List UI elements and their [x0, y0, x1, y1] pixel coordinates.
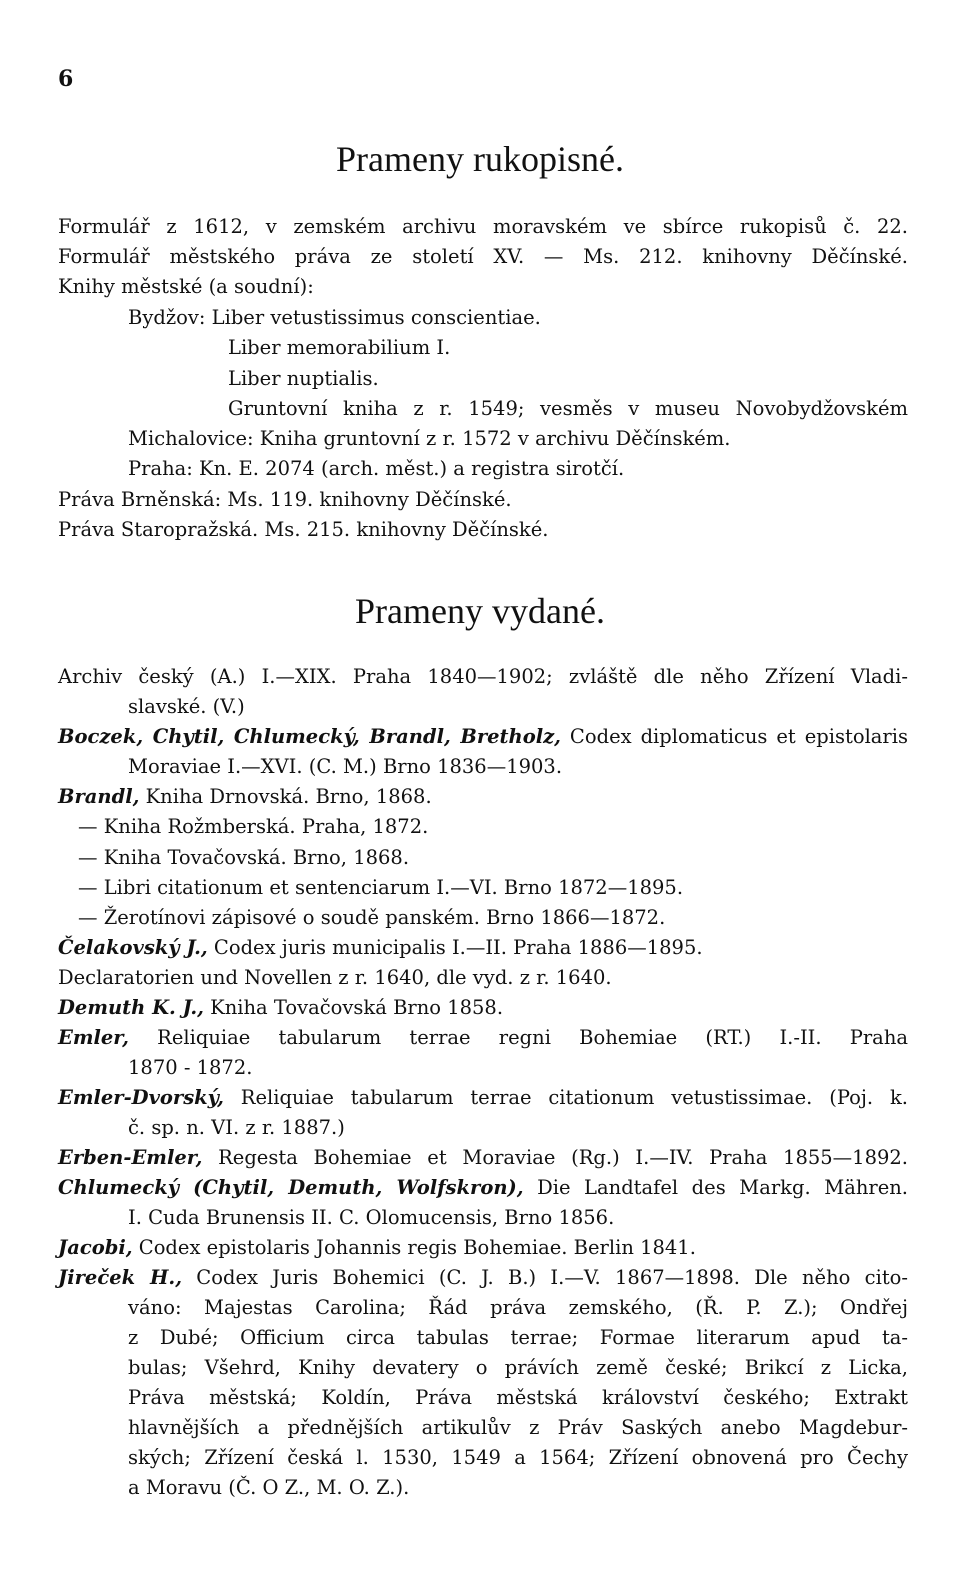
bib-author: Boczek, Chytil, Chlumecký, Brandl, Bretholz, — [58, 725, 561, 748]
bib-entry-jirecek-cont: bulas; Všehrd, Knihy devatery o právích země české; Brikcí z Licka, — [128, 1356, 908, 1379]
manuscript-line: Liber nuptialis. — [228, 367, 379, 390]
bib-entry-emler-dvorsky — [58, 1083, 908, 1112]
bib-entry-brandl — [58, 782, 908, 811]
bib-author: Čelakovský J., — [58, 936, 208, 959]
manuscript-line: Formulář z 1612, v zemském archivu moravském ve sbírce rukopisů č. 22. — [58, 215, 908, 238]
bib-entry-jacobi — [58, 1233, 908, 1262]
bib-entry-emler-dvorsky-cont: č. sp. n. VI. z r. 1887.) — [128, 1116, 345, 1139]
bib-entry-dash: — Libri citationum et sentenciarum I.—VI. Brno 1872—1895. — [78, 876, 684, 899]
bib-author: Brandl, — [58, 785, 140, 808]
bib-entry-jirecek-cont: váno: Majestas Carolina; Řád práva zemského, (Ř. P. Z.); Ondřej — [128, 1296, 908, 1319]
bib-entry-jirecek — [58, 1263, 908, 1292]
bib-entry-celakovsky — [58, 933, 908, 962]
bib-entry-chlumecky-cont: I. Cuda Brunensis II. C. Olomucensis, Brno 1856. — [128, 1206, 615, 1229]
bib-title: Codex Juris Bohemici (C. J. B.) I.—V. 1867—1898. Dle něho cito- — [182, 1266, 908, 1289]
bib-author: Jacobi, — [58, 1236, 133, 1259]
bib-entry-boczek-cont: Moraviae I.—XVI. (C. M.) Brno 1836—1903. — [128, 755, 563, 778]
manuscript-line: Práva Staropražská. Ms. 215. knihovny Děčínské. — [58, 518, 549, 541]
bib-entry-chlumecky — [58, 1173, 908, 1202]
bib-title: Kniha Tovačovská Brno 1858. — [203, 996, 504, 1019]
bib-author: Emler, — [58, 1026, 129, 1049]
section-title-manuscripts: Prameny rukopisné. — [336, 139, 624, 179]
bib-title: Die Landtafel des Markg. Mähren. — [523, 1176, 909, 1199]
bib-entry-erben-emler — [58, 1143, 908, 1172]
bib-title: Codex epistolaris Johannis regis Bohemiae. Berlin 1841. — [132, 1236, 696, 1259]
bib-entry-jirecek-cont: hlavnějších a přednějších artikulův z Práv Saských anebo Magdebur- — [128, 1416, 908, 1439]
bib-title: Codex diplomaticus et epistolaris — [560, 725, 908, 748]
bib-entry-dash: — Kniha Tovačovská. Brno, 1868. — [78, 846, 410, 869]
bib-entry-emler-cont: 1870 - 1872. — [128, 1056, 253, 1079]
bib-entry-archiv-cont: slavské. (V.) — [128, 695, 245, 718]
bib-entry-jirecek-cont: Práva městská; Koldín, Práva městská království českého; Extrakt — [128, 1386, 908, 1409]
section-title-published: Prameny vydané. — [355, 591, 605, 631]
manuscript-line: Michalovice: Kniha gruntovní z r. 1572 v archivu Děčínském. — [128, 427, 731, 450]
bib-author: Emler-Dvorský, — [58, 1086, 224, 1109]
manuscript-line: Formulář městského práva ze století XV. — Ms. 212. knihovny Děčínské. — [58, 245, 908, 268]
bib-entry-dash: — Kniha Rožmberská. Praha, 1872. — [78, 815, 429, 838]
manuscript-line: Gruntovní kniha z r. 1549; vesměs v museu Novobydžovském — [228, 397, 908, 420]
manuscript-line: Liber memorabilium I. — [228, 336, 451, 359]
bib-title: Regesta Bohemiae et Moraviae (Rg.) I.—IV. Praha 1855—1892. — [202, 1146, 908, 1169]
manuscript-line: Práva Brněnská: Ms. 119. knihovny Děčínské. — [58, 488, 512, 511]
manuscript-line: Bydžov: Liber vetustissimus conscientiae. — [128, 306, 541, 329]
bib-title: Reliquiae tabularum terrae regni Bohemiae (RT.) I.-II. Praha — [128, 1026, 908, 1049]
bib-entry-boczek — [58, 722, 908, 751]
bib-entry-archiv: Archiv český (A.) I.—XIX. Praha 1840—1902; zvláště dle něho Zřízení Vladi- — [58, 665, 908, 688]
bib-entry-emler — [58, 1023, 908, 1052]
bib-entry-demuth — [58, 993, 908, 1022]
bib-author: Chlumecký (Chytil, Demuth, Wolfskron), — [58, 1176, 524, 1199]
bib-author: Jireček H., — [58, 1266, 182, 1289]
bib-entry-jirecek-cont: a Moravu (Č. O Z., M. O. Z.). — [128, 1476, 410, 1499]
bib-title: Reliquiae tabularum terrae citationum vetustissimae. (Poj. k. — [223, 1086, 908, 1109]
bib-entry-dash: — Žerotínovi zápisové o soudě panském. Brno 1866—1872. — [78, 906, 666, 929]
bib-title: Codex juris municipalis I.—II. Praha 1886—1895. — [207, 936, 703, 959]
manuscript-line: Praha: Kn. E. 2074 (arch. měst.) a registra sirotčí. — [128, 457, 625, 480]
bib-author: Demuth K. J., — [58, 996, 204, 1019]
bib-author: Erben-Emler, — [58, 1146, 203, 1169]
manuscript-line: Knihy městské (a soudní): — [58, 275, 314, 298]
bib-entry-declaratorien: Declaratorien und Novellen z r. 1640, dle vyd. z r. 1640. — [58, 966, 612, 989]
bib-entry-jirecek-cont: z Dubé; Officium circa tabulas terrae; Formae literarum apud ta- — [128, 1326, 908, 1349]
bib-title: Kniha Drnovská. Brno, 1868. — [139, 785, 432, 808]
bib-entry-jirecek-cont: ských; Zřízení česká l. 1530, 1549 a 1564; Zřízení obnovená pro Čechy — [128, 1446, 908, 1469]
page-number: 6 — [58, 66, 74, 92]
